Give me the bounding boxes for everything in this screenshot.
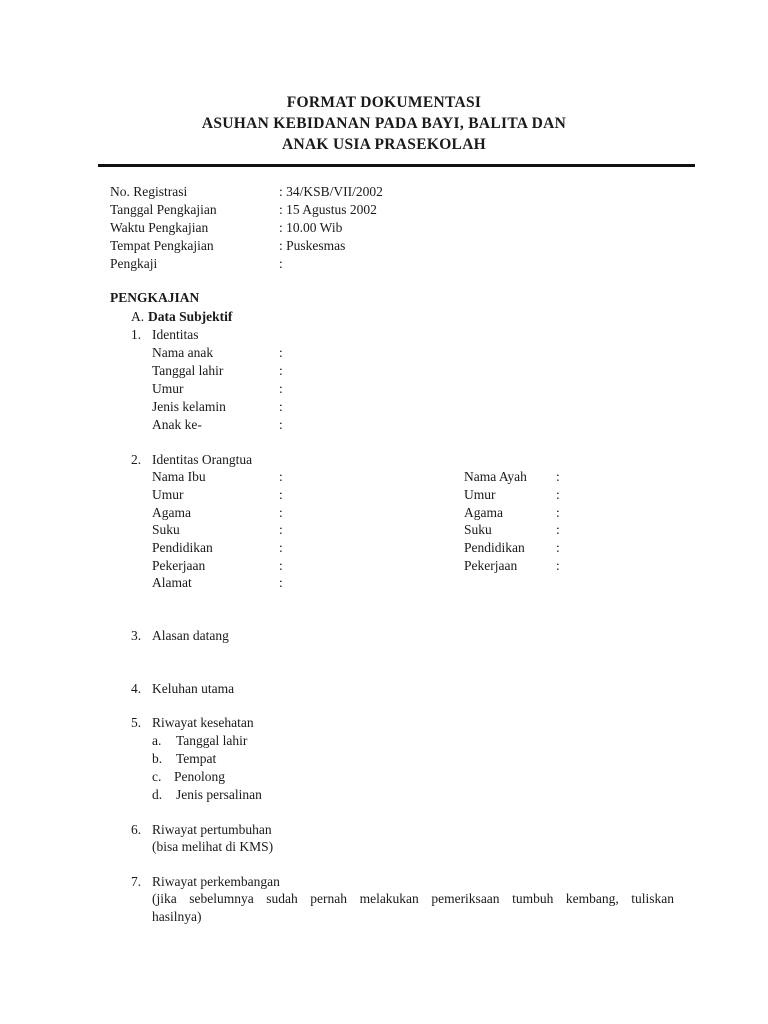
reg-label: No. Registrasi bbox=[110, 184, 188, 199]
item-title-alasan-datang: Alasan datang bbox=[152, 628, 229, 643]
item-number: 1. bbox=[131, 327, 142, 342]
field-colon: : bbox=[556, 487, 560, 502]
header-divider bbox=[98, 164, 695, 167]
reg-value: : 10.00 Wib bbox=[279, 220, 343, 235]
reg-value: : 34/KSB/VII/2002 bbox=[279, 184, 383, 199]
reg-label: Pengkaji bbox=[110, 256, 158, 271]
field-colon: : bbox=[556, 558, 560, 573]
item-number: 7. bbox=[131, 874, 142, 889]
item-title-riwayat-perkembangan: Riwayat perkembangan bbox=[152, 874, 280, 889]
item-title-riwayat-pertumbuhan: Riwayat pertumbuhan bbox=[152, 822, 272, 837]
field-label: Anak ke- bbox=[152, 417, 202, 432]
item-title-keluhan-utama: Keluhan utama bbox=[152, 681, 235, 696]
reg-label: Waktu Pengkajian bbox=[110, 220, 209, 235]
field-label: Jenis kelamin bbox=[152, 399, 226, 414]
field-colon: : bbox=[556, 505, 560, 520]
field-label: Nama anak bbox=[152, 345, 214, 360]
sub-letter: d. bbox=[152, 787, 163, 802]
doc-title-line2: ASUHAN KEBIDANAN PADA BAYI, BALITA DAN bbox=[201, 115, 567, 132]
field-colon: : bbox=[279, 469, 283, 484]
sub-label: Tempat bbox=[176, 751, 217, 766]
item-number: 3. bbox=[131, 628, 142, 643]
sub-label: Tanggal lahir bbox=[176, 733, 248, 748]
ayah-field-label: Agama bbox=[464, 505, 503, 520]
doc-title-line1: FORMAT DOKUMENTASI bbox=[286, 94, 482, 111]
field-colon: : bbox=[279, 575, 283, 590]
item-number: 5. bbox=[131, 715, 142, 730]
sub-label: Jenis persalinan bbox=[176, 787, 262, 802]
item-title-riwayat-kesehatan: Riwayat kesehatan bbox=[152, 715, 254, 730]
ibu-field-label: Pendidikan bbox=[152, 540, 213, 555]
field-colon: : bbox=[279, 381, 283, 396]
item-note-kms: (bisa melihat di KMS) bbox=[152, 839, 274, 854]
field-label: Umur bbox=[152, 381, 184, 396]
item-number: 6. bbox=[131, 822, 142, 837]
section-heading-pengkajian: PENGKAJIAN bbox=[110, 290, 200, 305]
sub-label: Penolong bbox=[174, 769, 226, 784]
reg-label: Tempat Pengkajian bbox=[110, 238, 214, 253]
item-note-perkembangan-line1: (jika sebelumnya sudah pernah melakukan pemeriksaan tumbuh kembang, tuliskan bbox=[152, 891, 674, 906]
sub-letter: b. bbox=[152, 751, 163, 766]
ayah-field-label: Umur bbox=[464, 487, 496, 502]
section-a-title: Data Subjektif bbox=[148, 309, 233, 324]
reg-value: : Puskesmas bbox=[279, 238, 346, 253]
field-colon: : bbox=[279, 417, 283, 432]
section-a-letter: A. bbox=[131, 309, 145, 324]
item-number: 2. bbox=[131, 452, 142, 467]
reg-label: Tanggal Pengkajian bbox=[110, 202, 217, 217]
sub-letter: a. bbox=[152, 733, 162, 748]
field-colon: : bbox=[556, 469, 560, 484]
ibu-field-label: Umur bbox=[152, 487, 184, 502]
ayah-field-label: Pekerjaan bbox=[464, 558, 518, 573]
ibu-field-label: Nama Ibu bbox=[152, 469, 206, 484]
ibu-field-label: Agama bbox=[152, 505, 191, 520]
sub-letter: c. bbox=[152, 769, 162, 784]
field-colon: : bbox=[279, 505, 283, 520]
field-colon: : bbox=[556, 540, 560, 555]
ayah-field-label: Suku bbox=[464, 522, 492, 537]
field-colon: : bbox=[279, 399, 283, 414]
reg-value: : 15 Agustus 2002 bbox=[279, 202, 377, 217]
item-title-orangtua: Identitas Orangtua bbox=[152, 452, 253, 467]
ibu-field-label: Suku bbox=[152, 522, 180, 537]
item-note-perkembangan-line2: hasilnya) bbox=[152, 909, 202, 924]
item-number: 4. bbox=[131, 681, 142, 696]
field-label: Tanggal lahir bbox=[152, 363, 224, 378]
field-colon: : bbox=[279, 540, 283, 555]
reg-value: : bbox=[279, 256, 283, 271]
field-colon: : bbox=[279, 558, 283, 573]
ayah-field-label: Pendidikan bbox=[464, 540, 525, 555]
ayah-field-label: Nama Ayah bbox=[464, 469, 527, 484]
ibu-field-label: Alamat bbox=[152, 575, 192, 590]
field-colon: : bbox=[279, 522, 283, 537]
field-colon: : bbox=[556, 522, 560, 537]
item-title-identitas: Identitas bbox=[152, 327, 199, 342]
field-colon: : bbox=[279, 487, 283, 502]
doc-title-line3: ANAK USIA PRASEKOLAH bbox=[281, 136, 487, 153]
ibu-field-label: Pekerjaan bbox=[152, 558, 206, 573]
field-colon: : bbox=[279, 363, 283, 378]
field-colon: : bbox=[279, 345, 283, 360]
